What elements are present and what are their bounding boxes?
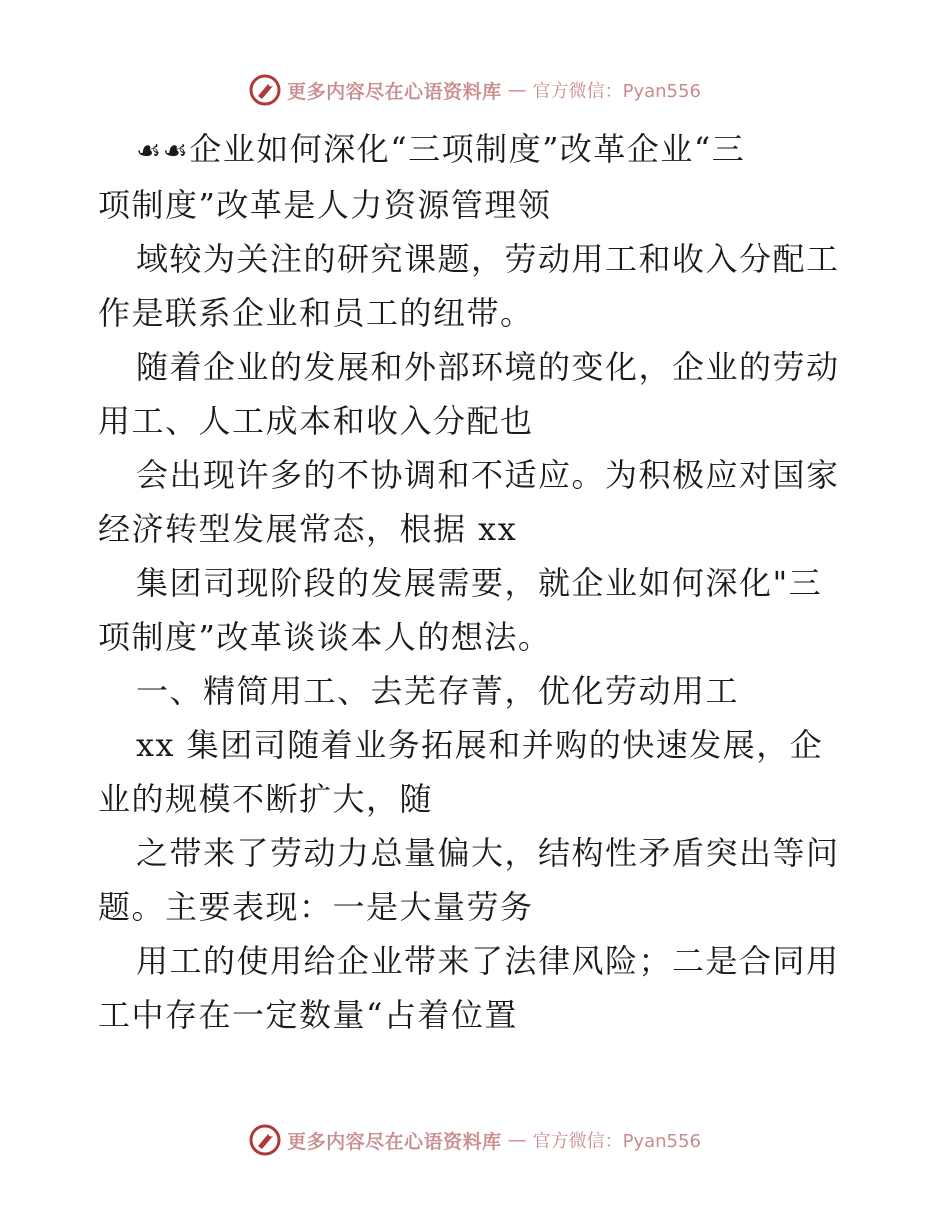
paragraph-line: 随着企业的发展和外部环境的变化，企业的劳动 xyxy=(136,348,840,386)
paragraph xyxy=(98,826,858,934)
section-heading xyxy=(98,664,858,718)
paragraph-line: 之带来了劳动力总量偏大，结构性矛盾突出等问 xyxy=(136,834,840,872)
watermark-brand: 更多内容尽在心语资料库 xyxy=(287,80,502,103)
paragraph-line: 业的规模不断扩大，随 xyxy=(98,780,434,818)
pen-seal-icon xyxy=(249,74,281,106)
paragraph-line: 作是联系企业和员工的纽带。 xyxy=(98,294,534,332)
watermark-wechat: 官方微信：Pyan556 xyxy=(532,81,701,102)
paragraph xyxy=(98,232,858,340)
paragraph-line: 集团司现阶段的发展需要，就企业如何深化"三 xyxy=(136,564,823,602)
ornament-icon: ☙☙ xyxy=(136,134,190,167)
header-watermark xyxy=(0,70,950,110)
watermark-wechat: 官方微信：Pyan556 xyxy=(532,1131,701,1152)
watermark-separator: — xyxy=(507,1129,527,1151)
paragraph-line: 题。主要表现：一是大量劳务 xyxy=(98,888,534,926)
paragraph-line: 项制度”改革谈谈本人的想法。 xyxy=(98,618,552,656)
document-body xyxy=(98,122,858,1042)
paragraph-line: xx 集团司随着业务拓展和并购的快速发展，企 xyxy=(136,726,824,764)
footer-watermark xyxy=(0,1120,950,1160)
pen-seal-icon xyxy=(249,1124,281,1156)
paragraph-line: 用工的使用给企业带来了法律风险；二是合同用 xyxy=(136,942,840,980)
paragraph xyxy=(98,340,858,448)
paragraph-line: 项制度”改革是人力资源管理领 xyxy=(98,186,552,224)
paragraph-line xyxy=(98,122,858,178)
paragraph xyxy=(98,448,858,556)
paragraph xyxy=(98,556,858,664)
watermark-separator: — xyxy=(507,79,527,101)
paragraph-line: 经济转型发展常态，根据 xx xyxy=(98,510,518,548)
paragraph xyxy=(98,718,858,826)
paragraph-line: 一、精简用工、去芜存菁，优化劳动用工 xyxy=(136,672,740,710)
paragraph-line: 用工、人工成本和收入分配也 xyxy=(98,402,534,440)
paragraph-line: 域较为关注的研究课题，劳动用工和收入分配工 xyxy=(136,240,840,278)
paragraph-line: 会出现许多的不协调和不适应。为积极应对国家 xyxy=(136,456,840,494)
watermark-brand: 更多内容尽在心语资料库 xyxy=(287,1130,502,1153)
paragraph xyxy=(98,934,858,1042)
line-text: 企业如何深化“三项制度”改革企业“三 xyxy=(189,130,746,168)
paragraph-title xyxy=(98,122,858,232)
paragraph-line: 工中存在一定数量“占着位置 xyxy=(98,996,518,1034)
